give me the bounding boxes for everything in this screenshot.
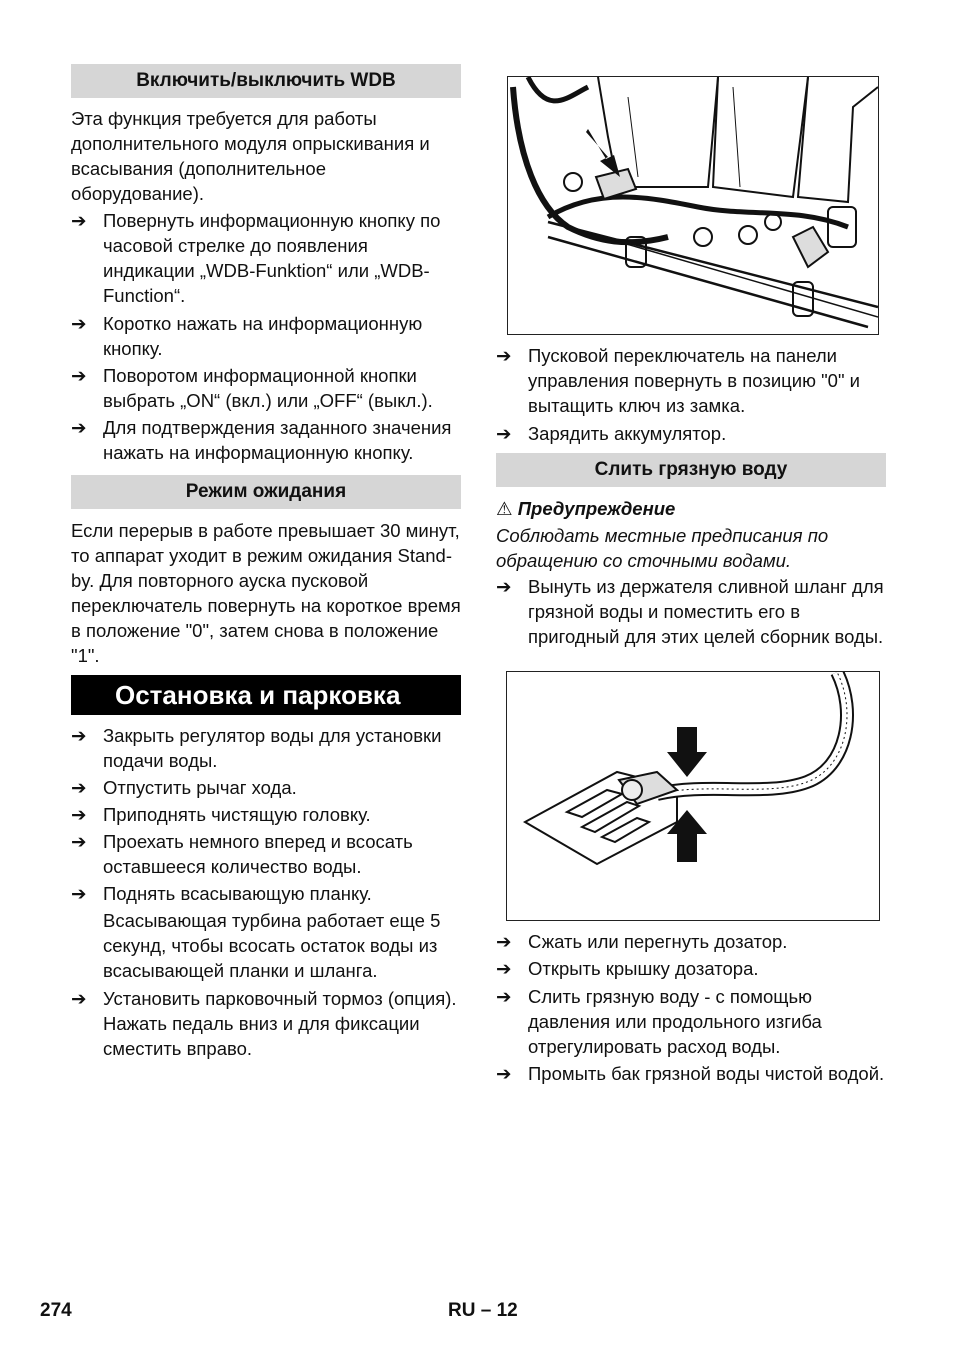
arrow-bullet-icon: ➔: [71, 210, 87, 231]
step-item: ➔ Проехать немного вперед и всосать оставшееся количество воды.: [71, 831, 413, 877]
arrow-bullet-icon: ➔: [71, 777, 87, 798]
wdb-intro: Эта функция требуется для работы дополнительного модуля опрыскивания и всасывания (дополнительное оборудование).: [71, 108, 430, 204]
arrow-bullet-icon: ➔: [71, 725, 87, 746]
arrow-bullet-icon: ➔: [71, 988, 87, 1009]
arrow-bullet-icon: ➔: [496, 576, 512, 597]
drain-hose-illustration: [507, 672, 879, 920]
arrow-bullet-icon: ➔: [71, 313, 87, 334]
step-item: ➔ Закрыть регулятор воды для установки подачи воды.: [71, 725, 442, 771]
step-item: ➔ Промыть бак грязной воды чистой водой.: [496, 1063, 885, 1084]
warning-heading: [496, 496, 886, 521]
standby-text: Если перерыв в работе превышает 30 минут, то аппарат уходит в режим ожидания Stand-by. Для повторного ауска пусковой переключатель повернуть на короткое время в положение "0", затем снова в положение "1".: [71, 520, 461, 666]
page-number: 274: [40, 1300, 72, 1321]
section-heading-wdb: Включить/выключить WDB: [71, 64, 461, 98]
arrow-bullet-icon: ➔: [496, 986, 512, 1007]
step-item: ➔ Для подтверждения заданного значения нажать на информационную кнопку.: [71, 417, 452, 463]
step-item: ➔ Открыть крышку дозатора.: [496, 958, 759, 979]
figure-machine-pedal: [507, 76, 879, 335]
arrow-bullet-icon: ➔: [496, 345, 512, 366]
arrow-bullet-icon: ➔: [71, 417, 87, 438]
step-item: ➔ Поворотом информационной кнопки выбрать „ON“ (вкл.) или „OFF“ (выкл.).: [71, 365, 433, 411]
machine-pedal-illustration: [508, 77, 878, 334]
step-item: ➔ Вынуть из держателя сливной шланг для грязной воды и поместить его в пригодный для этих целей сборник воды.: [496, 576, 884, 647]
arrow-bullet-icon: ➔: [496, 958, 512, 979]
section-heading-standby: Режим ожидания: [71, 475, 461, 509]
step-item: ➔ Установить парковочный тормоз (опция). Нажать педаль вниз и для фиксации сместить вправо.: [71, 988, 457, 1059]
step-item: ➔ Пусковой переключатель на панели управления повернуть в позицию "0" и вытащить ключ из замка.: [496, 345, 860, 416]
figure-drain-hose: [506, 671, 880, 921]
step-note: Всасывающая турбина работает еще 5 секунд, чтобы всосать остаток воды из всасывающей планки и шланга.: [103, 910, 441, 981]
language-page-label: RU – 12: [448, 1300, 518, 1321]
step-item: ➔ Слить грязную воду - с помощью давления или продольного изгиба отрегулировать расход воды.: [496, 986, 822, 1057]
step-item: ➔ Поднять всасывающую планку.: [71, 883, 372, 904]
step-item: ➔ Приподнять чистящую головку.: [71, 804, 371, 825]
arrow-bullet-icon: ➔: [496, 423, 512, 444]
warning-title: Предупреждение: [517, 498, 676, 519]
right-column: [496, 76, 886, 1086]
arrow-bullet-icon: ➔: [496, 1063, 512, 1084]
step-item: ➔ Сжать или перегнуть дозатор.: [496, 931, 788, 952]
step-item: ➔ Отпустить рычаг хода.: [71, 777, 297, 798]
arrow-bullet-icon: ➔: [71, 831, 87, 852]
step-item: ➔ Повернуть информационную кнопку по часовой стрелке до появления индикации „WDB-Funktion“ или „WDB-Function“.: [71, 210, 441, 306]
step-item: ➔ Зарядить аккумулятор.: [496, 423, 727, 444]
warning-text: Соблюдать местные предписания по обращению со сточными водами.: [496, 525, 829, 571]
left-column: [71, 64, 461, 1061]
arrow-bullet-icon: ➔: [71, 883, 87, 904]
step-item: ➔ Коротко нажать на информационную кнопку.: [71, 313, 423, 359]
arrow-bullet-icon: ➔: [496, 931, 512, 952]
section-heading-drain: Слить грязную воду: [496, 453, 886, 487]
section-heading-stop-park: Остановка и парковка: [71, 675, 461, 715]
arrow-bullet-icon: ➔: [71, 365, 87, 386]
arrow-bullet-icon: ➔: [71, 804, 87, 825]
warning-triangle-icon: ⚠: [496, 498, 513, 519]
